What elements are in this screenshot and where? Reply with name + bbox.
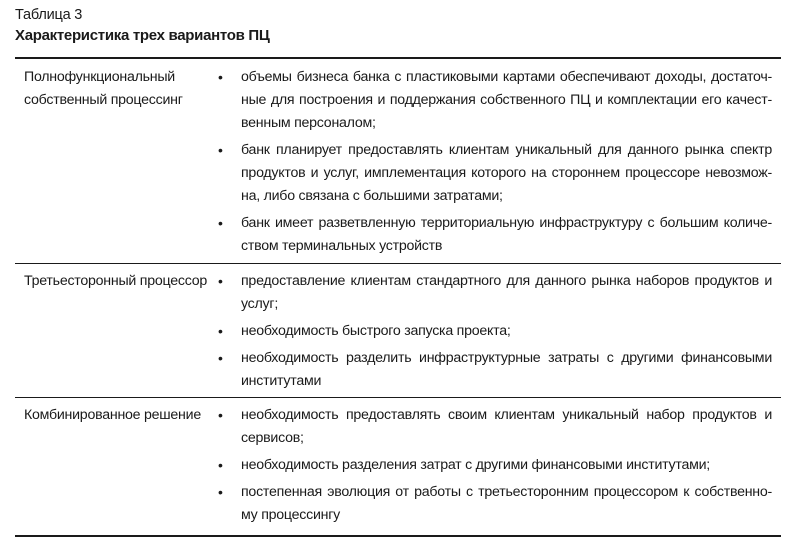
row-separator xyxy=(15,263,781,264)
bullet-icon: • xyxy=(218,69,223,85)
row-label-third-party: Третьесторонный процессор xyxy=(24,273,207,289)
list-item xyxy=(218,404,772,450)
bullet-icon: • xyxy=(218,484,223,500)
list-item-text: постепенная эволюция от работы с третьесторонним процессором к собственно-му процессингу xyxy=(241,484,772,523)
table-top-rule xyxy=(15,57,781,59)
list-item xyxy=(218,481,772,527)
bullet-icon: • xyxy=(218,457,223,473)
row-label-full-processing: Полнофункциональный собственный процессинг xyxy=(24,69,183,108)
row-label-combined: Комбинированное решение xyxy=(24,407,201,423)
list-item xyxy=(218,212,772,258)
bullet-icon: • xyxy=(218,407,223,423)
table-title: Характеристика трех вариантов ПЦ xyxy=(15,27,270,44)
bullet-icon: • xyxy=(218,215,223,231)
bullet-icon: • xyxy=(218,323,223,339)
list-item xyxy=(218,320,772,343)
list-item xyxy=(218,347,772,393)
list-item-text: необходимость разделения затрат с другими финансовыми институтами; xyxy=(241,457,711,473)
list-item xyxy=(218,454,772,477)
bullet-icon: • xyxy=(218,142,223,158)
bullet-icon: • xyxy=(218,273,223,289)
list-item-text: необходимость разделить инфраструктурные затраты с другими финансовыми институтами xyxy=(241,350,772,389)
row-separator xyxy=(15,397,781,398)
list-item xyxy=(218,139,772,208)
list-item-text: необходимость предоставлять своим клиентам уникальный набор продуктов и сервисов; xyxy=(241,407,772,446)
list-item-text: банк планирует предоставлять клиентам уникальный для данного рынка спектр продуктов и услуг, имплементация которого на стороннем процессоре невозмож-на, либо связана с большими затратами; xyxy=(241,142,772,204)
list-item xyxy=(218,270,772,316)
list-item-text: предоставление клиентам стандартного для данного рынка наборов продуктов и услуг; xyxy=(241,273,772,312)
list-item-text: объемы бизнеса банка с пластиковыми картами обеспечивают доходы, достаточ-ные для построения и поддержания собственного ПЦ и комплектации его качест-венным персоналом; xyxy=(241,69,772,131)
bullet-icon: • xyxy=(218,350,223,366)
table-bottom-rule xyxy=(15,535,781,537)
list-item-text: банк имеет разветвленную территориальную инфраструктуру с большим количе-ством терминальных устройств xyxy=(241,215,772,254)
list-item xyxy=(218,66,772,135)
table-caption: Таблица 3 xyxy=(15,7,83,23)
list-item-text: необходимость быстрого запуска проекта; xyxy=(241,323,511,339)
